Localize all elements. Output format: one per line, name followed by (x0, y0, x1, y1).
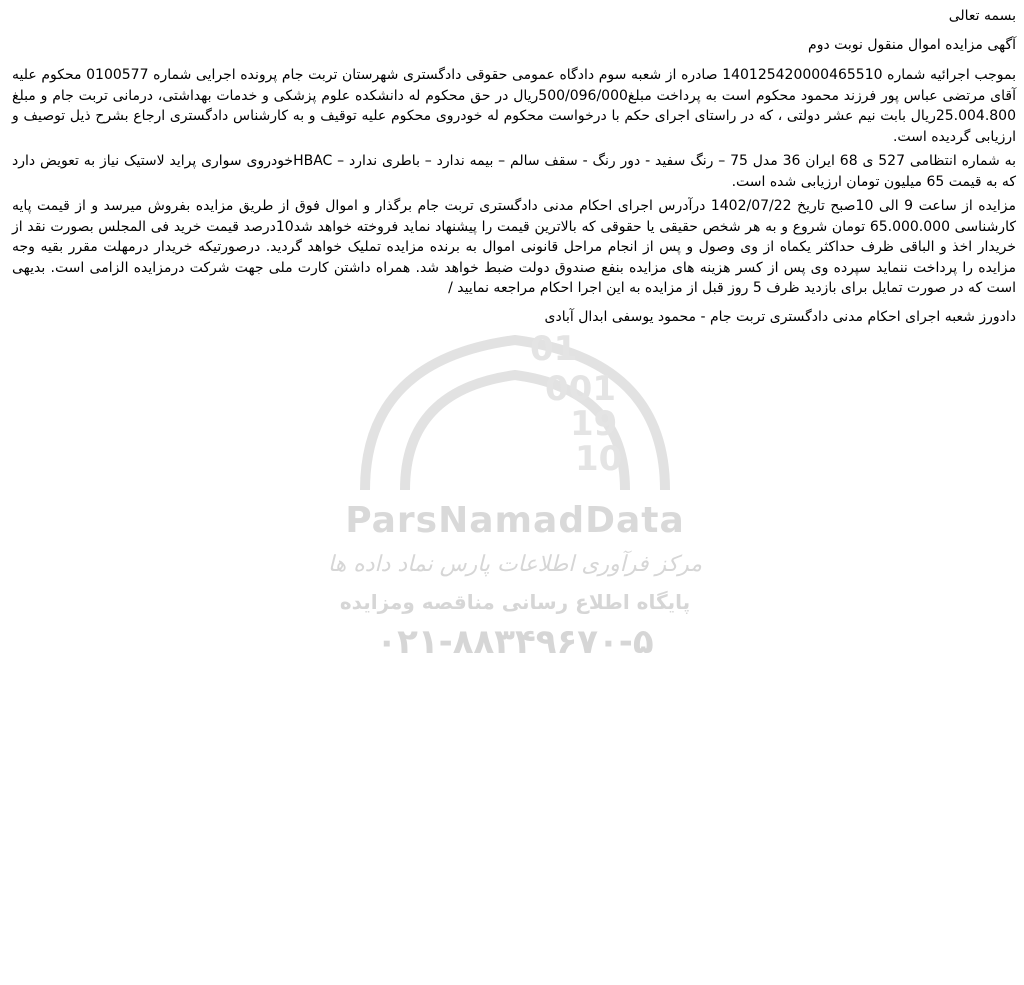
paragraph-vehicle-description: به شماره انتظامی 527 ی 68 ایران 36 مدل 75 – رنگ سفید - دور رنگ - سقف سالم – بیمه ندارد – باطری ندارد – HBACخودروی سواری پراید لاستیک نیاز به تعویض دارد که به قیمت 65 میلیون تومان ارزیابی شده است. (12, 153, 1017, 190)
watermark-phone: ۰۲۱-۸۸۳۴۹۶۷۰-۵ (376, 622, 654, 662)
watermark-tagline: مرکز فرآوری اطلاعات پارس نماد داده ها (327, 552, 703, 577)
auction-notice (12, 4, 1016, 331)
watermark-subtitle: پایگاه اطلاع رسانی مناقصه ومزایده (339, 590, 691, 614)
document-heading: بسمه تعالی (948, 8, 1016, 24)
watermark-brand: ParsNamadData (345, 500, 685, 541)
svg-text:19: 19 (570, 404, 618, 444)
paragraph-execution-order: بموجب اجرائیه شماره 140125420000465510 صادره از شعبه سوم دادگاه عمومی حقوقی دادگستری شهرستان تربت جام پرونده اجرایی شماره 0100577 محکوم علیه آقای مرتضی عباس پور فرزند محمود محکوم است به پرداخت مبلغ500/096/000ریال در حق محکوم له دانشکده علوم پزشکی و خدمات بهداشتی، درمانی تربت جام و مبلغ 25.004.800ریال بابت نیم عشر دولتی ، که در راستای اجرای حکم با درخواست محکوم له خودروی محکوم علیه توقیف و به کارشناس دادگستری ارجاع بشرح ذیل توصیف و ارزیابی گردیده است. (12, 67, 1016, 145)
svg-text:001: 001 (545, 369, 616, 409)
parsnamaddata-watermark (300, 300, 730, 680)
document-title: آگهی مزایده اموال منقول نوبت دوم (808, 36, 1016, 53)
svg-text:01: 01 (530, 329, 578, 369)
signature-line: دادورز شعبه اجرای احکام مدنی دادگستری تربت جام - محمود یوسفی ابدال آبادی (544, 308, 1016, 325)
paragraph-auction-terms: مزایده از ساعت 9 الی 10صبح تاریخ 1402/07/22 درآدرس اجرای احکام مدنی دادگستری تربت جام برگذار و اموال فوق از طریق مزایده بفروش میرسد و از قیمت پایه کارشناسی 65.000.000 تومان شروع و به هر شخص حقیقی یا حقوقی که بالاترین قیمت را پیشنهاد نماید فروخته خواهد شد10درصد قیمت خرید فی المجلس بصورت نقد از خریدار اخذ و الباقی ظرف حداکثر یکماه از وی وصول و پس از انجام مراحل قانونی اموال به برنده مزایده تملیک خواهد گردید. درصورتیکه خریدار درمهلت مقرر بقیه وجه مزایده را پرداخت ننماید سپرده وی پس از کسر هزینه های مزایده بنفع صندوق دولت ضبط خواهد شد. همراه داشتن کارت ملی جهت شرکت درمزایده الزامی است. بدیهی است که در صورت تمایل برای بازدید ظرف 5 روز قبل از مزایده به این اجرا احکام مراجعه نمایید / (12, 198, 1016, 296)
svg-text:10: 10 (575, 439, 623, 479)
